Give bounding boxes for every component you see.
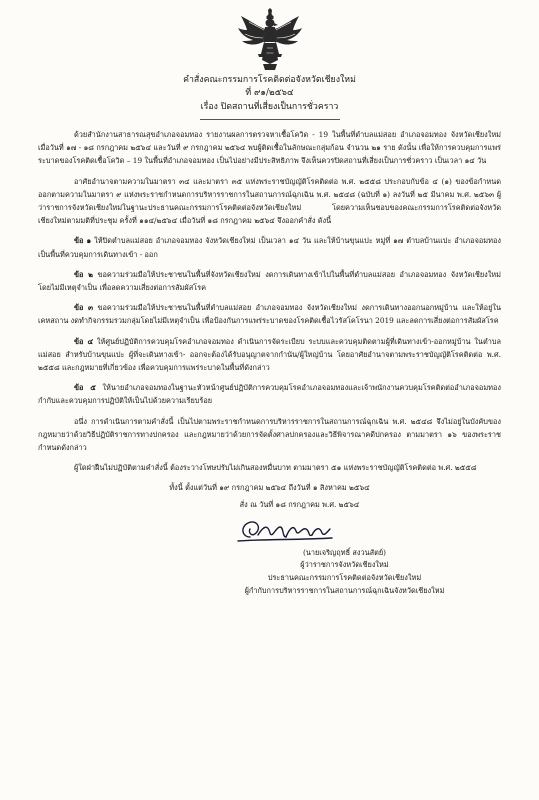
clause-text: ขอความร่วมมือให้ประชาชนในพื้นที่ตำบลแม่สอย อำเภอจอมทอง จังหวัดเชียงใหม่ งดการเดินทางออกนอกหมู่บ้าน และให้อยู่ในเคหสถาน งดทำกิจกรรมรวมกลุ่มโดยไม่มีเหตุจำเป็น เพื่อป้องกันการแพร่ระบาดของโรคติดเชื้อไวรัสโคโรนา 2019 และลดการเสี่ยงต่อการสัมผัสโรค — [38, 303, 502, 326]
signer-role: ผู้กำกับการบริหารราชการในสถานการณ์ฉุกเฉินจังหวัดเชียงใหม่ — [244, 585, 445, 595]
clause-number: ข้อ ๒ — [74, 269, 93, 279]
clause-2 — [38, 268, 501, 294]
document-number: ที่ ๙๑/๒๕๖๔ — [245, 88, 294, 98]
clause-text: ขอความร่วมมือให้ประชาชนในพื้นที่จังหวัดเชียงใหม่ งดการเดินทางเข้าไปในพื้นที่ตำบลแม่สอย อำเภอจอมทอง จังหวัดเชียงใหม่ โดยไม่มีเหตุจำเป็น เพื่อลดความเสี่ยงต่อการสัมผัสโรค — [38, 269, 501, 293]
clause-number: ข้อ ๑ — [74, 236, 92, 246]
paragraph-text: อาศัยอำนาจตามความในมาตรา ๓๔ และมาตรา ๓๕ แห่งพระราชบัญญัติโรคติดต่อ พ.ศ. ๒๕๕๘ ประกอบกับข้อ ๔ (๑) ของข้อกำหนดออกตามความในมาตรา ๙ แห่งพระราชกำหนดการบริหารราชการในสถานการณ์ฉุกเฉิน พ.ศ. ๒๕๔๘ (ฉบับที่ ๑) ลงวันที่ ๒๕ มีนาคม พ.ศ. ๒๕๖๓ ผู้ว่าราชการจังหวัดเชียงใหม่ในฐานะประธานคณะกรรมการโรคติดต่อจังหวัดเชียงใหม่ โดยความเห็นชอบของคณะกรรมการโรคติดต่อจังหวัดเชียงใหม่ตามมติที่ประชุม ครั้งที่ ๑๑๔/๒๕๖๔ เมื่อวันที่ ๑๘ กรกฎาคม ๒๕๖๔ จึงออกคำสั่ง ดังนี้ — [38, 176, 501, 226]
document-subject: เรื่อง ปิดสถานที่เสี่ยงเป็นการชั่วคราว — [200, 102, 339, 112]
garuda-emblem-icon — [237, 8, 303, 72]
paragraph-penalty — [38, 461, 501, 474]
clause-text: ให้ศูนย์ปฏิบัติการควบคุมโรคอำเภอจอมทอง ดำเนินการจัดระเบียบ ระบบและควบคุมติดตามผู้ที่เดินทางเข้า-ออกหมู่บ้าน ในตำบลแม่สอย สำหรับบ้านขุนแปะ ผู้ที่จะเดินทางเข้า- ออกจะต้องได้รับอนุญาตจากกำนัน/ผู้ใหญ่บ้าน โดยอาศัยอำนาจตามพระราชบัญญัติโรคติดต่อ พ.ศ. ๒๕๕๘ และกฎหมายที่เกี่ยวข้อง เพื่อควบคุมการแพร่ระบาดในพื้นที่ดังกล่าว — [38, 336, 501, 373]
clause-4 — [38, 335, 501, 375]
signer-role: ประธานคณะกรรมการโรคติดต่อจังหวัดเชียงใหม่ — [267, 573, 422, 583]
paragraph-text: อนึ่ง การดำเนินการตามคำสั่งนี้ เป็นไปตามพระราชกำหนดการบริหารราชการในสถานการณ์ฉุกเฉิน พ.ศ. ๒๕๔๘ จึงไม่อยู่ในบังคับของกฎหมายว่าด้วยวิธีปฏิบัติราชการทางปกครอง และกฎหมายว่าด้วยการจัดตั้งศาลปกครองและวิธีพิจารณาคดีปกครอง ตามมาตรา ๑๖ ของพระราชกำหนดดังกล่าว — [38, 416, 501, 453]
effective-period: ทั้งนี้ ตั้งแต่วันที่ ๑๙ กรกฎาคม ๒๕๖๔ ถึงวันที่ ๑ สิงหาคม ๒๕๖๔ — [169, 483, 370, 493]
paragraph-legal-note — [38, 415, 501, 455]
signer-block — [188, 547, 501, 597]
clause-text: ให้นายอำเภอจอมทองในฐานะหัวหน้าศูนย์ปฏิบัติการควบคุมโรคอำเภอจอมทองและเจ้าพนักงานควบคุมโรคติดต่ออำเภอจอมทอง กำกับและควบคุมการปฏิบัติให้เป็นไปด้วยความเรียบร้อย — [38, 383, 501, 406]
paragraph-authority — [38, 175, 501, 228]
document-title: คำสั่งคณะกรรมการโรคติดต่อจังหวัดเชียงใหม่ — [183, 75, 356, 85]
clause-number: ข้อ ๕ — [74, 383, 96, 393]
handwritten-signature-icon — [228, 513, 338, 547]
document-body — [38, 128, 501, 474]
clause-5 — [38, 381, 501, 407]
clause-number: ข้อ ๓ — [74, 303, 94, 313]
header-divider — [200, 119, 340, 120]
paragraph-text: ด้วยสำนักงานสาธารณสุขอำเภอจอมทอง รายงานผลการตรวจหาเชื้อโควิด - 19 ในพื้นที่ตำบลแม่สอย อำเภอจอมทอง จังหวัดเชียงใหม่ เมื่อวันที่ ๑๗ - ๑๘ กรกฎาคม ๒๕๖๔ และวันที่ ๙ กรกฎาคม ๒๕๖๔ พบผู้ติดเชื้อในลักษณะกลุ่มก้อน จำนวน ๒๑ ราย ดังนั้น เพื่อให้การควบคุมการแพร่ระบาดของโรคติดเชื้อโควิด – 19 ในพื้นที่อำเภอจอมทอง เป็นไปอย่างมีประสิทธิภาพ จึงเห็นควรปิดสถานที่เสี่ยงเป็นการชั่วคราว เป็นเวลา ๑๔ วัน — [38, 130, 501, 166]
clause-number: ข้อ ๔ — [74, 336, 94, 346]
signed-date: สั่ง ณ วันที่ ๑๘ กรกฎาคม พ.ศ. ๒๕๖๔ — [239, 499, 360, 509]
document-closing — [38, 481, 501, 510]
paragraph-intro — [38, 128, 501, 168]
clause-1 — [38, 234, 501, 260]
paragraph-text: ผู้ใดฝ่าฝืนไม่ปฏิบัติตามคำสั่งนี้ ต้องระวางโทษปรับไม่เกินสองหมื่นบาท ตามมาตรา ๕๑ แห่งพระราชบัญญัติโรคติดต่อ พ.ศ. ๒๕๕๘ — [74, 463, 477, 473]
signer-position: ผู้ว่าราชการจังหวัดเชียงใหม่ — [300, 560, 389, 570]
signer-name: (นายเจริญฤทธิ์ สงวนสัตย์) — [302, 547, 387, 557]
document-header — [38, 74, 501, 114]
clause-text: ให้ปิดตำบลแม่สอย อำเภอจอมทอง จังหวัดเชียงใหม่ เป็นเวลา ๑๔ วัน และให้บ้านขุนแปะ หมู่ที่ ๑๗ ตำบลบ้านแปะ อำเภอจอมทอง เป็นพื้นที่ควบคุมการเดินทางเข้า - ออก — [38, 236, 501, 259]
clause-3 — [38, 301, 501, 327]
